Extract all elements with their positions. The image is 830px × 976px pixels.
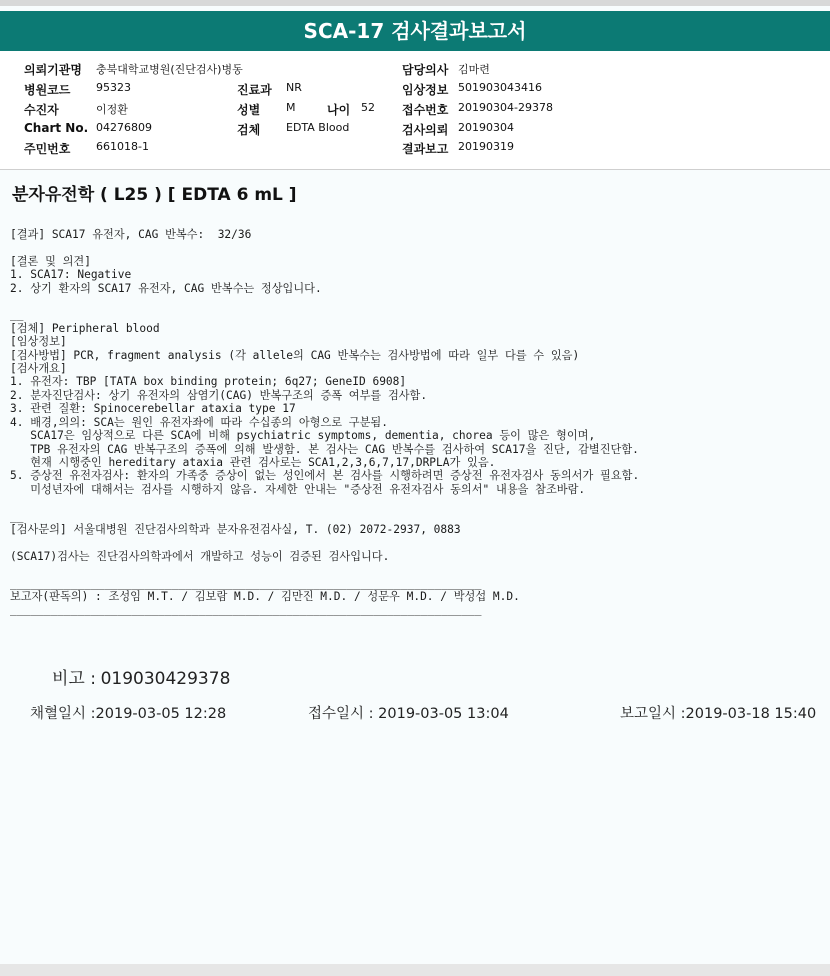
receipt-value: 2019-03-05 13:04 xyxy=(378,706,509,722)
age-label: 나이 xyxy=(327,103,351,117)
report-page xyxy=(0,6,830,964)
report-value: 2019-03-18 15:40 xyxy=(685,706,817,722)
ssn-label: 주민번호 xyxy=(24,142,71,156)
body-line: [검체] Peripheral blood xyxy=(10,321,160,335)
body-line: 3. 관련 질환: Spinocerebellar ataxia type 17 xyxy=(10,402,296,416)
sex-value: M xyxy=(286,101,296,114)
ssn-value: 661018-1 xyxy=(96,140,149,153)
body-line: 미성년자에 대해서는 검사를 시행하지 않음. 자세한 안내는 "증상전 유전자검사 동의서" 내용을 참조바람. xyxy=(10,482,586,496)
body-line: [결론 및 의견] xyxy=(10,254,91,268)
collection-value: 2019-03-05 12:28 xyxy=(95,706,227,722)
clinical-info-label: 임상정보 xyxy=(402,83,449,97)
institution-value: 충북대학교병원(진단검사)병동 xyxy=(96,63,243,76)
info-row-5 xyxy=(0,140,830,160)
info-row-3 xyxy=(0,101,830,121)
report-title: SCA-17 검사결과보고서 xyxy=(0,11,830,51)
info-row-4 xyxy=(0,121,830,141)
body-line: 4. 배경,의의: SCA는 원인 유전자좌에 따라 수십종의 아형으로 구분됨. xyxy=(10,415,388,429)
body-line: SCA17은 임상적으로 다른 SCA에 비해 psychiatric symptoms, dementia, chorea 등이 많은 형이며, xyxy=(10,429,596,443)
body-line: [검사개요] xyxy=(10,362,67,376)
receipt-no-value: 20190304-29378 xyxy=(458,101,553,114)
body-line: ______________________________________________________________________ xyxy=(10,576,482,590)
report-body-text xyxy=(10,228,825,617)
body-line: 2. 상기 환자의 SCA17 유전자, CAG 반복수는 정상입니다. xyxy=(10,281,322,295)
body-line: [임상정보] xyxy=(10,335,67,349)
doctor-value: 김마련 xyxy=(458,63,490,76)
body-line: (SCA17)검사는 진단검사의학과에서 개발하고 성능이 검증된 검사입니다. xyxy=(10,549,390,563)
hospital-code-value: 95323 xyxy=(96,81,131,94)
collection-datetime xyxy=(30,702,226,723)
window-bottom-edge xyxy=(0,964,830,976)
body-line: ______________________________________________________________________ xyxy=(10,603,482,617)
body-line: 2. 분자진단검사: 상기 유전자의 삼염기(CAG) 반복구조의 증폭 여부를 검사함. xyxy=(10,388,428,402)
body-line: 1. SCA17: Negative xyxy=(10,268,132,282)
body-line: [결과] SCA17 유전자, CAG 반복수: 32/36 xyxy=(10,228,252,241)
info-row-2 xyxy=(0,81,830,101)
body-line: [검사방법] PCR, fragment analysis (각 allele의 CAG 반복수는 검사방법에 따라 일부 다를 수 있음) xyxy=(10,348,580,362)
hospital-code-label: 병원코드 xyxy=(24,83,71,97)
collection-label: 채혈일시 : xyxy=(30,706,96,722)
institution-label: 의뢰기관명 xyxy=(24,63,82,77)
patient-info-panel xyxy=(0,51,830,170)
receipt-no-label: 접수번호 xyxy=(402,103,449,117)
remarks-value: 019030429378 xyxy=(100,669,231,689)
sex-label: 성별 xyxy=(237,103,261,117)
dept-value: NR xyxy=(286,81,302,94)
report-label: 보고일시 : xyxy=(620,706,686,722)
request-date-label: 검사의뢰 xyxy=(402,123,449,137)
body-line: 현재 시행중인 hereditary ataxia 관련 검사로는 SCA1,2,3,6,7,17,DRPLA가 있음. xyxy=(10,455,496,469)
recipient-label: 수진자 xyxy=(24,103,59,117)
section-title: 분자유전학 ( L25 ) [ EDTA 6 mL ] xyxy=(12,185,297,205)
receipt-label: 접수일시 : xyxy=(308,706,374,722)
report-datetime xyxy=(620,702,816,723)
recipient-value: 이정환 xyxy=(96,103,128,116)
specimen-label: 검체 xyxy=(237,123,261,137)
request-date-value: 20190304 xyxy=(458,121,514,134)
chart-no-value: 04276809 xyxy=(96,121,152,134)
remarks-line xyxy=(52,664,230,689)
specimen-value: EDTA Blood xyxy=(286,121,350,134)
receipt-datetime xyxy=(308,702,509,723)
body-line: __ xyxy=(10,509,24,523)
remarks-label: 비고 : xyxy=(52,669,96,689)
dept-label: 진료과 xyxy=(237,83,272,97)
age-value: 52 xyxy=(361,101,375,114)
report-date-label: 결과보고 xyxy=(402,142,449,156)
body-line: [검사문의] 서울대병원 진단검사의학과 분자유전검사실, T. (02) 2072-2937, 0883 xyxy=(10,522,461,536)
body-line: 1. 유전자: TBP [TATA box binding protein; 6q27; GeneID 6908] xyxy=(10,375,407,389)
chart-no-label: Chart No. xyxy=(24,121,89,135)
report-date-value: 20190319 xyxy=(458,140,514,153)
body-line: 보고자(판독의) : 조성임 M.T. / 김보람 M.D. / 김만진 M.D. / 성문우 M.D. / 박성섭 M.D. xyxy=(10,589,520,603)
body-line: __ xyxy=(10,308,24,322)
body-line: TPB 유전자의 CAG 반복구조의 증폭에 의해 발생함. 본 검사는 CAG 반복수를 검사하여 SCA17을 진단, 감별진단함. xyxy=(10,442,639,456)
info-row-1 xyxy=(0,61,830,81)
doctor-label: 담당의사 xyxy=(402,63,449,77)
body-line: 5. 증상전 유전자검사: 환자의 가족중 증상이 없는 성인에서 본 검사를 시행하려면 증상전 유전자검사 동의서가 필요함. xyxy=(10,469,640,483)
clinical-info-value: 501903043416 xyxy=(458,81,542,94)
